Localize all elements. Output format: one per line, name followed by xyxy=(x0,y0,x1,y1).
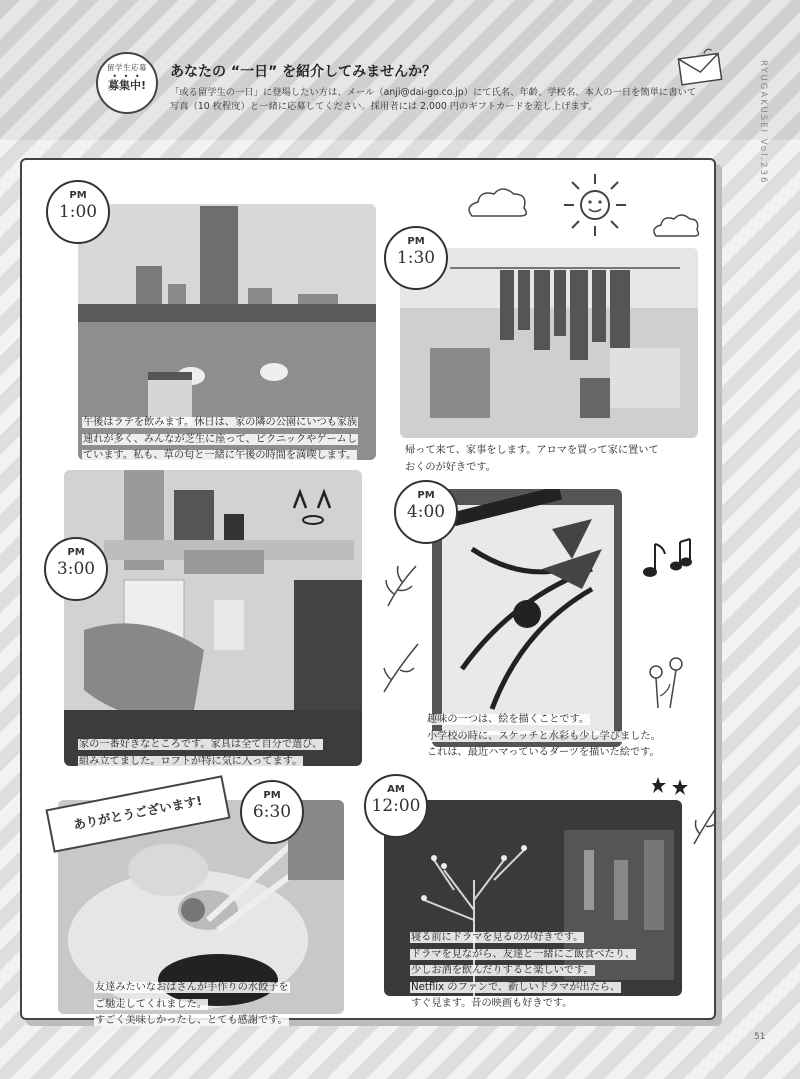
caption-line: 帰って来て、家事をします。アロマを買って家に置いて xyxy=(405,445,659,456)
badge-main-text: 募集中! xyxy=(107,79,147,92)
caption-line: すぐ見ます。昔の映画も好きです。 xyxy=(411,998,573,1009)
caption-pm-4-00 xyxy=(426,712,662,762)
cloud-icon xyxy=(650,212,700,244)
caption-line: Netflix のファンで、新しいドラマが出たら、 xyxy=(411,981,621,993)
header-description xyxy=(170,86,730,114)
sun-icon xyxy=(560,170,630,244)
caption-line: ています。私も、草の匂と一緒に午後の時間を満喫します。 xyxy=(83,450,357,461)
page-number: 51 xyxy=(754,1032,766,1042)
photo-drawing xyxy=(432,489,622,747)
thanks-label: ありがとうございます! xyxy=(45,775,230,853)
caption-line: 少しお酒を飲んだりすると楽しいです。 xyxy=(411,965,594,976)
caption-line: おくのが好きです。 xyxy=(405,461,496,473)
time-badge-pm-4-00 xyxy=(394,480,458,544)
flower-icon xyxy=(640,650,696,714)
time-value: 12:00 xyxy=(371,796,421,816)
caption-line: 午後はラテを飲みます。休日は、家の隣の公園にいつも家族 xyxy=(83,417,358,428)
leaf-icon xyxy=(380,560,420,614)
caption-line: 趣味の一つは、絵を描くことです。 xyxy=(427,714,590,725)
header-title: あなたの “一日” を紹介してみませんか？ xyxy=(170,64,437,80)
caption-pm-3-00 xyxy=(78,737,323,770)
star-icon xyxy=(652,776,688,800)
cloud-icon xyxy=(464,186,530,224)
caption-line: すごく美味しかったし、とても感謝です。 xyxy=(95,1015,288,1026)
caption-pm-1-30 xyxy=(404,443,660,476)
envelope-icon xyxy=(676,48,726,94)
time-badge-am-12-00 xyxy=(364,774,428,838)
time-value: 6:30 xyxy=(252,802,292,822)
caption-line: ドラマを見ながら、友達と一緒にご飯食べたり、 xyxy=(411,948,636,960)
time-ampm: PM xyxy=(407,236,425,247)
description-line: 「或る留学生の一日」に登場したい方は、メール（anji@dai-go.co.jp）にて氏名、年齢、学校名、本人の一日を簡単に書いて xyxy=(170,87,697,98)
caption-line: これは、最近ハマっているダーツを描いた絵です。 xyxy=(427,747,660,758)
time-ampm: PM xyxy=(67,547,85,558)
photo-laundry xyxy=(400,248,698,438)
time-ampm: PM xyxy=(417,490,435,501)
leaf-icon xyxy=(378,640,424,700)
magazine-vertical-label: RYUGAKUSEI Vol.236 xyxy=(758,60,768,185)
time-value: 3:00 xyxy=(56,559,96,579)
time-value: 4:00 xyxy=(406,502,446,522)
time-ampm: PM xyxy=(263,790,281,801)
face-doodle-icon xyxy=(288,482,338,534)
time-ampm: PM xyxy=(69,190,87,201)
caption-line: 寝る前にドラマを見るのが好きです。 xyxy=(411,932,584,943)
caption-line: 組み立てました。ロフトが特に気に入ってます。 xyxy=(79,755,303,767)
time-badge-pm-3-00 xyxy=(44,537,108,601)
leaf-icon xyxy=(690,804,720,850)
caption-line: 小学校の時に、スケッチと水彩も少し学びました。 xyxy=(427,730,661,742)
badge-top-text: 留学生応募 xyxy=(107,63,147,72)
music-notes-icon xyxy=(640,534,696,586)
caption-pm-1-00 xyxy=(82,415,358,465)
caption-line: 連れが多く、みんなが芝生に座って、ピクニックやゲームし xyxy=(83,433,358,445)
time-value: 1:00 xyxy=(58,202,98,222)
time-value: 1:30 xyxy=(396,248,436,268)
caption-pm-6-30 xyxy=(94,980,290,1030)
time-ampm: AM xyxy=(387,784,405,795)
time-badge-pm-6-30 xyxy=(240,780,304,844)
badge-dots: • • • xyxy=(112,72,142,81)
caption-line: 家の一番好きなところです。家具は全て自分で選び、 xyxy=(79,739,323,750)
recruit-badge xyxy=(96,52,158,114)
caption-line: 友達みたいなおばさんが手作りの水餃子を xyxy=(95,982,289,993)
time-badge-pm-1-30 xyxy=(384,226,448,290)
caption-am-12-00 xyxy=(410,930,636,1013)
time-badge-pm-1-00 xyxy=(46,180,110,244)
caption-line: ご馳走してくれました。 xyxy=(95,998,208,1010)
description-line: 写真（10 枚程度）と一緒に応募してください。採用者には 2,000 円のギフトカードを差し上げます。 xyxy=(170,101,598,112)
